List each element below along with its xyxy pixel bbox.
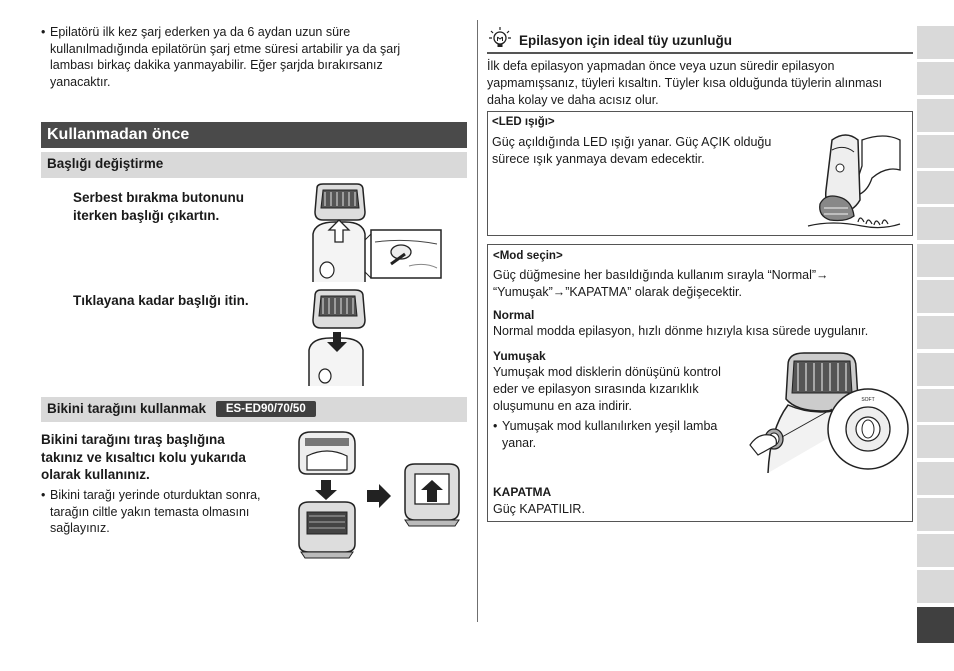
tip-title-text: Epilasyon için ideal tüy uzunluğu — [519, 33, 733, 48]
chapter-tab-strip — [917, 26, 954, 646]
instruction-line: Bikini tarağını tıraş başlığına — [41, 432, 225, 447]
soft-label: SOFT — [861, 397, 875, 403]
step-remove-head — [73, 189, 244, 224]
chapter-tab[interactable] — [917, 207, 954, 240]
tip-title — [487, 30, 913, 54]
light-bulb-icon — [487, 25, 513, 51]
chapter-tab[interactable] — [917, 280, 954, 313]
mode-line: “Yumuşak”→”KAPATMA” olarak değişecektir. — [493, 285, 742, 299]
bullet: • — [41, 488, 46, 502]
normal-mode-text: Normal modda epilasyon, hızlı dönme hızıyla kısa sürede uygulanır. — [493, 324, 869, 338]
subsection-title-text: Bikini tarağını kullanmak — [47, 401, 207, 416]
step-line: Serbest bırakma butonunu — [73, 190, 245, 205]
bikini-instruction — [41, 431, 246, 484]
mode-line: Güç düğmesine her basıldığında kullanım sırayla “Normal”→ — [493, 268, 829, 282]
bikini-note — [41, 487, 291, 537]
chapter-tab[interactable] — [917, 389, 954, 422]
bullet: • — [493, 419, 498, 433]
off-mode-title: KAPATMA — [493, 485, 552, 499]
intro-line: İlk defa epilasyon yapmadan önce veya uzun süredir epilasyon — [487, 59, 835, 73]
chapter-tab[interactable] — [917, 570, 954, 603]
model-badge: ES-ED90/70/50 — [216, 401, 316, 417]
soft-note-line: yanar. — [502, 436, 537, 450]
note-line: kullanılmadığında epilatörün şarj etme süresi artabilir ya da şarj — [50, 41, 401, 56]
note-line: Epilatörü ilk kez şarj ederken ya da 6 aydan uzun süre — [50, 25, 351, 39]
mode-select-box — [487, 244, 913, 522]
chapter-tab[interactable] — [917, 244, 954, 277]
intro-line: daha kolay ve daha acısız olur. — [487, 93, 659, 107]
hand-epilator-illustration — [802, 130, 902, 234]
chapter-tab[interactable] — [917, 498, 954, 531]
soft-mode-title: Yumuşak — [493, 349, 546, 363]
section-title: Kullanmadan önce — [41, 122, 467, 148]
step-line: iterken başlığı çıkartın. — [73, 207, 220, 223]
note-line: Bikini tarağı yerinde oturduktan sonra, — [50, 488, 261, 502]
off-mode-text: Güç KAPATILIR. — [493, 502, 585, 516]
note-line: sağlayınız. — [50, 521, 110, 535]
soft-mode-text — [493, 364, 721, 415]
chapter-tab[interactable] — [917, 62, 954, 95]
instruction-line: takınız ve kısaltıcı kolu yukarıda — [41, 449, 246, 465]
chapter-tab[interactable] — [917, 135, 954, 168]
tip-intro — [487, 58, 913, 109]
chapter-tab-active[interactable] — [917, 607, 954, 643]
led-light-box — [487, 111, 913, 236]
led-text — [492, 134, 771, 167]
column-divider — [477, 20, 478, 622]
step-push-head: Tıklayana kadar başlığı itin. — [73, 293, 249, 308]
note-line: yanacaktır. — [50, 74, 111, 89]
instruction-line: olarak kullanınız. — [41, 467, 150, 482]
chapter-tab[interactable] — [917, 425, 954, 458]
push-head-illustration — [305, 288, 377, 386]
chapter-tab[interactable] — [917, 99, 954, 132]
soft-mode-note — [493, 418, 743, 452]
mode-heading: <Mod seçin> — [493, 250, 563, 262]
soft-line: eder ve epilasyon sırasında kızarıklık — [493, 382, 699, 396]
normal-mode-title: Normal — [493, 308, 535, 322]
note-line: lambası birkaç dakika yanmayabilir. Eğer şarjda bırakırsanız — [50, 58, 383, 72]
soft-note-line: Yumuşak mod kullanılırken yeşil lamba — [502, 419, 718, 433]
subsection-title-bikini-comb — [41, 397, 467, 422]
charging-note — [41, 24, 461, 90]
chapter-tab[interactable] — [917, 462, 954, 495]
led-line: sürece ışık yanmaya devam edecektir. — [492, 151, 705, 166]
chapter-tab[interactable] — [917, 534, 954, 567]
chapter-tab[interactable] — [917, 316, 954, 349]
chapter-tab[interactable] — [917, 171, 954, 204]
chapter-tab[interactable] — [917, 353, 954, 386]
led-heading: <LED ışığı> — [492, 116, 555, 128]
chapter-tab[interactable] — [917, 26, 954, 59]
note-line: tarağın ciltle yakın temasta olmasını — [50, 504, 250, 519]
subsection-title-head-change: Başlığı değiştirme — [41, 152, 467, 178]
bullet: • — [41, 25, 46, 39]
remove-head-illustration — [305, 182, 445, 284]
mode-text — [493, 267, 829, 301]
intro-line: yapmamışsanız, tüyleri kısaltın. Tüyler kısa olduğunda tüylerin alınması — [487, 76, 883, 90]
soft-mode-epilator-illustration — [748, 349, 910, 475]
led-line: Güç açıldığında LED ışığı yanar. Güç AÇIK olduğu — [492, 135, 772, 149]
soft-line: oluşumunu en aza indirir. — [493, 399, 632, 413]
bikini-comb-illustration — [293, 428, 465, 560]
soft-line: Yumuşak mod disklerin dönüşünü kontrol — [493, 365, 721, 379]
